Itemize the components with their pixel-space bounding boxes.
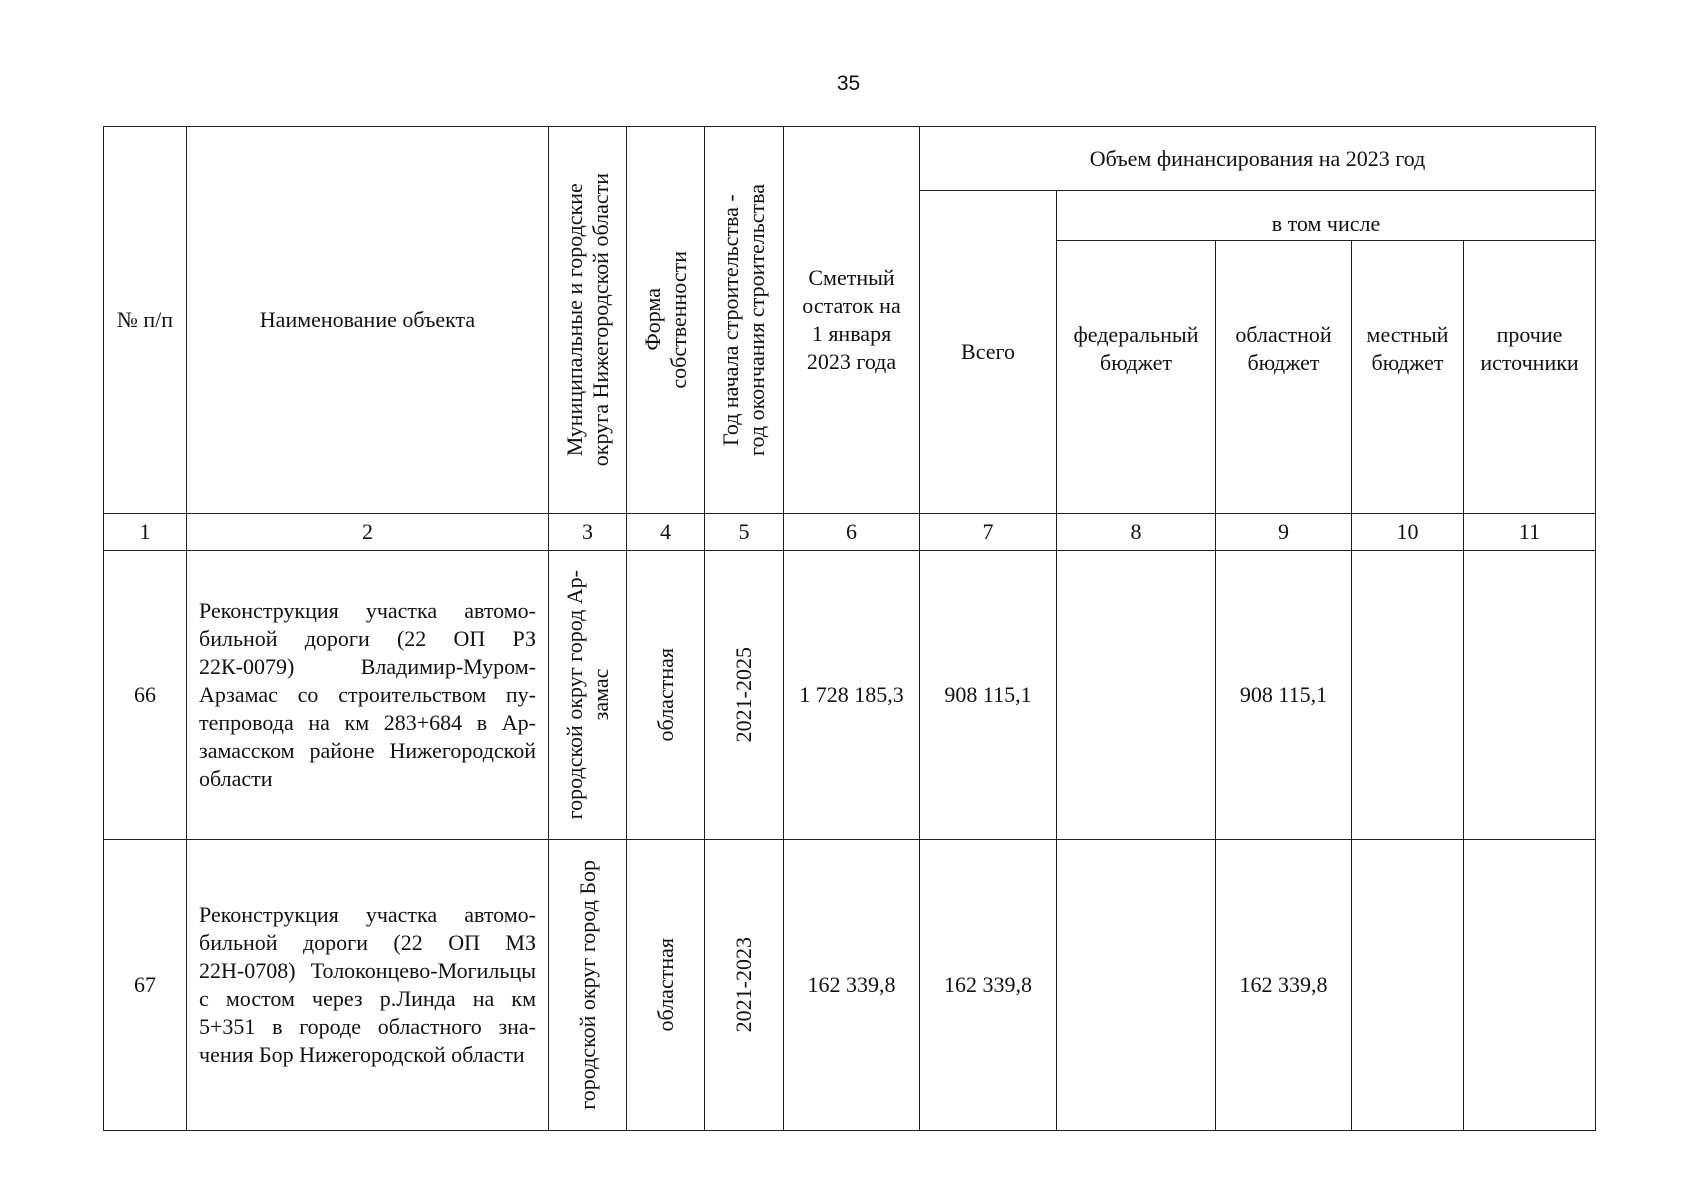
header-ownership [627,127,705,514]
header-ownership-wrap [627,251,704,389]
table-row [104,840,1596,1131]
years-cell [705,840,784,1131]
header-total [920,191,1057,514]
financing-table [103,126,1596,1131]
object-name: Реконструкция участка автомобильной дороги (22 ОП МЗ 22Н-0708) Толоконцево-Могильцы с мостом через р.Линда на км 5+351 в городе областного значения Бор Нижегородской области [199,902,536,1067]
ownership-wrap [627,648,704,741]
header-ownership-line1: Форма [639,288,665,352]
header-number [104,127,187,514]
years-wrap [705,647,783,742]
header-federal-line2: бюджет [1100,350,1172,375]
ownership-cell [627,551,705,840]
header-federal [1057,241,1216,514]
estimated-balance: 162 339,8 [784,840,920,1131]
header-years-wrap [705,184,783,456]
ownership: областная [652,938,678,1032]
header-years-line1: Год начала строительства - [718,194,743,446]
ownership: областная [652,648,678,742]
estimated-balance: 1 728 185,3 [784,551,920,840]
header-local [1352,241,1464,514]
column-number: 3 [549,514,627,551]
header-total-label: Всего [961,339,1015,364]
column-number: 7 [920,514,1057,551]
header-ownership-label [640,251,692,389]
local-amount [1352,551,1464,840]
header-regional [1216,241,1352,514]
header-years [705,127,784,514]
header-financing-title [920,127,1596,191]
municipality-wrap [549,860,626,1110]
header-municipality [549,127,627,514]
header-estimated-balance-line1: Сметный [808,265,895,290]
header-number-label: № п/п [116,307,174,332]
header-regional-line1: областной [1235,322,1332,347]
municipality-wrap [549,570,626,819]
years-wrap [705,937,783,1032]
municipality-cell [549,840,627,1131]
ownership-wrap [627,938,704,1031]
municipality-line2: замас [587,669,613,721]
header-including [1057,191,1596,241]
years: 2021-2025 [731,647,756,743]
column-number: 11 [1464,514,1596,551]
total-amount: 908 115,1 [920,551,1057,840]
header-other-line2: источники [1480,350,1579,375]
header-estimated-balance-line2: остаток на [802,293,901,318]
column-numbers-row [104,514,1596,551]
header-municipality-label [562,173,614,466]
header-municipality-line2: округа Нижегородской области [587,173,613,467]
header-including-label: в том числе [1271,211,1381,236]
column-number: 8 [1057,514,1216,551]
municipality [562,570,614,819]
header-local-line2: бюджет [1371,350,1444,375]
object-name-cell [187,840,549,1131]
header-municipality-line1: Муниципальные и городские [561,183,587,457]
header-row-1 [104,127,1596,191]
other-amount [1464,551,1596,840]
header-local-line1: местный [1366,322,1449,347]
header-other-line1: прочие [1496,322,1563,347]
header-object-name-label: Наименование объекта [259,307,476,332]
municipality-line1: городской округ город Ар- [561,570,587,820]
header-financing-title-label: Объем финансирования на 2023 год [1089,145,1426,171]
ownership-cell [627,840,705,1131]
municipality [575,860,601,1110]
header-municipality-wrap [549,127,626,513]
column-number: 10 [1352,514,1464,551]
local-amount [1352,840,1464,1131]
years: 2021-2023 [731,937,756,1033]
column-number: 4 [627,514,705,551]
row-number: 66 [104,551,187,840]
column-number: 9 [1216,514,1352,551]
page-number: 35 [836,72,861,95]
federal-amount [1057,551,1216,840]
regional-amount: 162 339,8 [1216,840,1352,1131]
header-other [1464,241,1596,514]
header-estimated-balance-line4: 2023 года [806,349,897,374]
header-federal-line1: федеральный [1073,322,1199,347]
header-estimated-balance-line3: 1 января [811,321,892,346]
years-cell [705,551,784,840]
municipality-cell [549,551,627,840]
column-number: 2 [187,514,549,551]
header-years-line2: год окончания строительства [744,184,769,456]
row-number: 67 [104,840,187,1131]
other-amount [1464,840,1596,1131]
regional-amount: 908 115,1 [1216,551,1352,840]
header-object-name [187,127,549,514]
object-name-cell [187,551,549,840]
federal-amount [1057,840,1216,1131]
total-amount: 162 339,8 [920,840,1057,1131]
header-ownership-line2: собственности [665,251,691,389]
column-number: 5 [705,514,784,551]
object-name: Реконструкция участка автомобильной дороги (22 ОП РЗ 22К-0079) Владимир-Муром-Арзамас со строительством путепровода на км 283+684 в Арзамасском районе Нижегородской области [199,598,536,791]
header-estimated-balance [784,127,920,514]
column-number: 1 [104,514,187,551]
header-regional-line2: бюджет [1247,350,1320,375]
column-number: 6 [784,514,920,551]
municipality-line1: городской округ город Бор [574,860,600,1110]
table-row [104,551,1596,840]
header-years-label [718,184,770,456]
